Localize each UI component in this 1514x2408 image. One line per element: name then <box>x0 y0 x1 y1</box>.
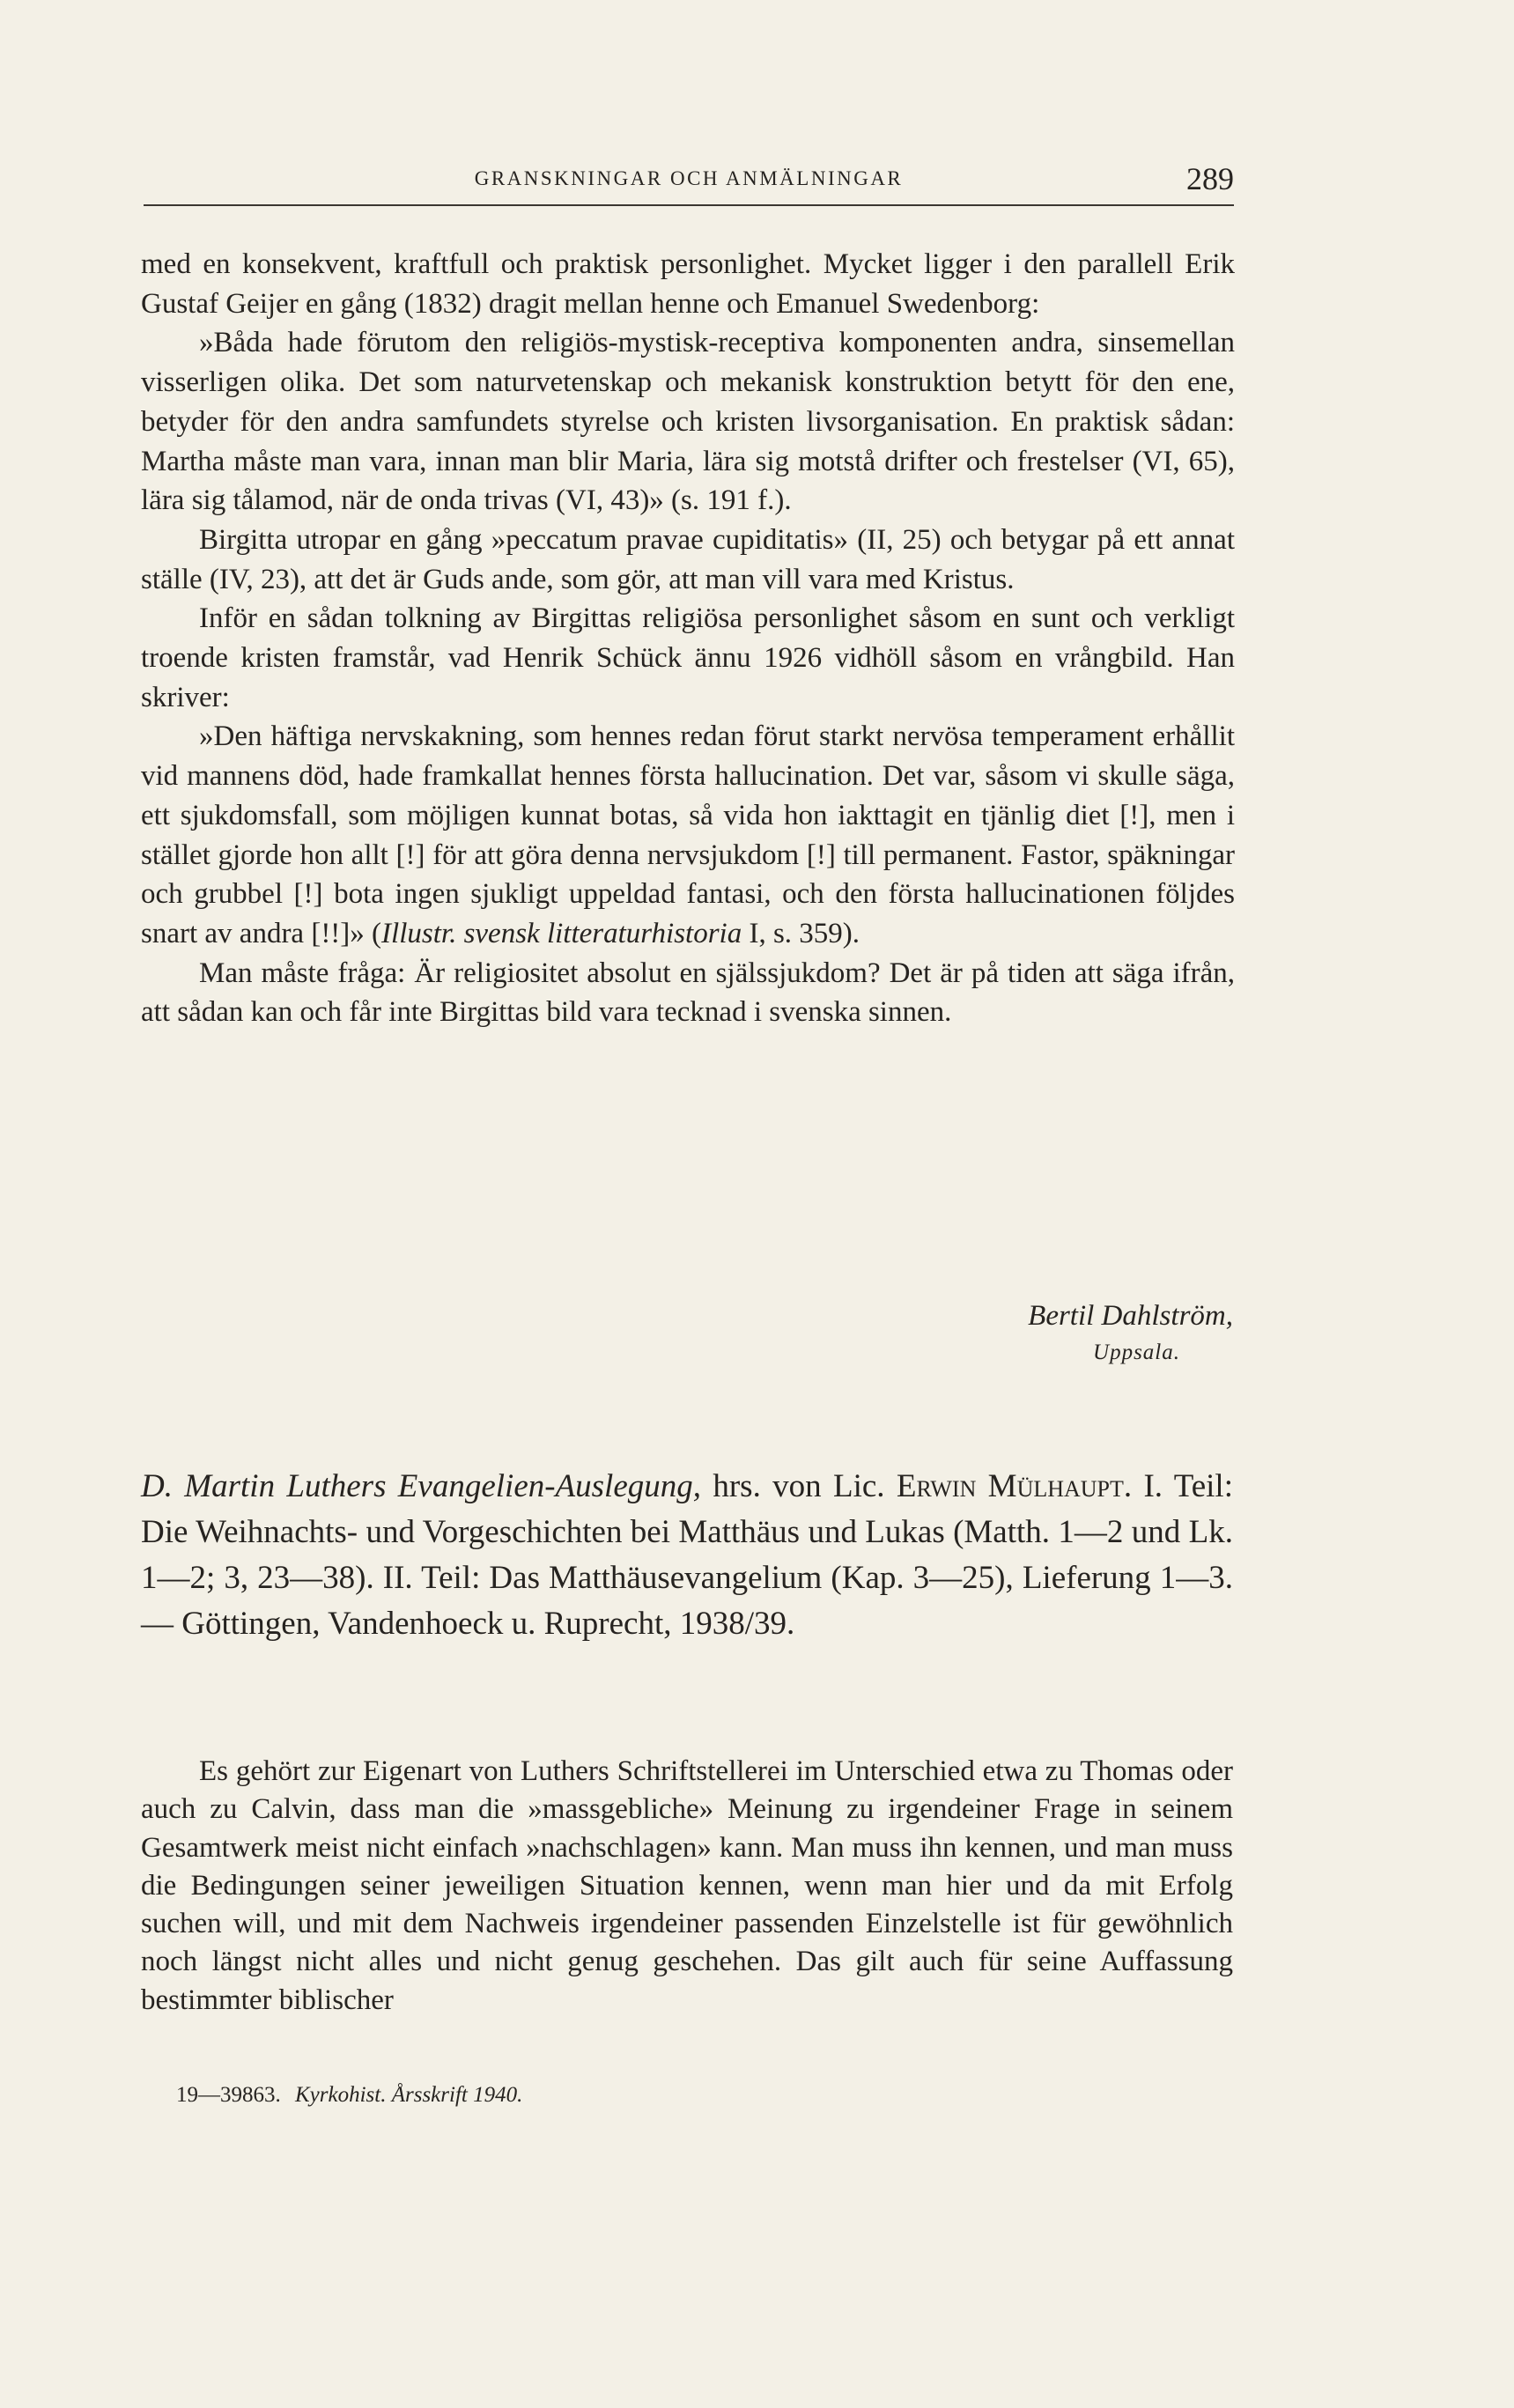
quotation-schuck: »Den häftiga nervskakning, som hennes redan förut starkt nervösa temperament erhållit vid mannens död, hade framkallat hennes första hallucination. Det var, såsom vi skulle säga, ett sjukdomsfall, som möjligen kunnat botas, så vida hon iakttagit en tjänlig diet [!], men i stället gjorde hon allt [!] för att göra denna nervsjukdom [!] till permanent. Fastor, späkningar och grubbel [!] bota ingen sjukligt uppeldad fantasi, och den första hallucinationen följdes snart av andra [!!]» (Illustr. svensk litteraturhistoria I, s. 359). <box>141 720 1235 949</box>
editor-name: Erwin Mülhaupt. <box>896 1468 1133 1504</box>
paragraph: med en konsekvent, kraftfull och praktisk personlighet. Mycket ligger i den parallell Erik Gustaf Geijer en gång (1832) dragit mellan henne och Emanuel Swedenborg: <box>141 248 1235 320</box>
book-details: I. Teil: Die Weihnachts- und Vorgeschichten bei Matthäus und Lukas (Matth. 1—2 und Lk. 1—2; 3, 23—38). II. Teil: Das Matthäusevangelium (Kap. 3—25), Lieferung 1—3. — Göttingen, Vandenhoeck u. Ruprecht, 1938/39. <box>141 1468 1233 1642</box>
paragraph: Es gehört zur Eigenart von Luthers Schriftstellerei im Unterschied etwa zu Thomas oder auch zu Calvin, dass man die »massgebliche» Meinung zu irgendeiner Frage in seinem Gesamtwerk meist nicht einfach »nachschlagen» kann. Man muss ihn kennen, und man muss die Bedingungen seiner jeweiligen Situation kennen, wenn man hier und da mit Erfolg suchen will, und mit dem Nachweis irgendeiner passenden Einzelstelle ist für gewöhnlich noch längst nicht alles und nicht genug geschehen. Das gilt auch für seine Auffassung bestimmter biblischer <box>141 1755 1233 2016</box>
citation-reference: I, s. 359). <box>749 917 860 949</box>
quotation-geijer: »Båda hade förutom den religiös-mystisk-receptiva komponenten andra, sinsemellan visserligen olika. Det som naturvetenskap och mekanisk konstruktion betytt för den ene, betyder för den andra samfundets styrelse och kristen livsorganisation. En praktisk sådan: Martha måste man vara, innan man blir Maria, lära sig motstå drifter och frestelser (VI, 65), lära sig tålamod, när de onda trivas (VI, 43)» (s. 191 f.). <box>141 327 1235 517</box>
running-header <box>144 160 1234 206</box>
page-footer <box>176 2082 522 2109</box>
running-title: GRANSKNINGAR OCH ANMÄLNINGAR <box>474 167 904 189</box>
paragraph: Man måste fråga: Är religiositet absolut en själssjukdom? Det är på tiden att säga ifrån, att sådan kan och får inte Birgittas bild vara tecknad i svenska sinnen. <box>141 957 1235 1029</box>
page-number: 289 <box>1186 161 1234 196</box>
reviewer-signature <box>881 1296 1233 1370</box>
quotation-text: »Den häftiga nervskakning, som hennes redan förut starkt nervösa temperament erhållit vid mannens död, hade framkallat hennes första hallucination. Det var, såsom vi skulle säga, ett sjukdomsfall, som möjligen kunnat botas, så vida hon iakttagit en tjänlig diet [!], men i stället gjorde hon allt [!] för att göra denna nervsjukdom [!] till permanent. Fastor, späkningar och grubbel [!] bota ingen sjukligt uppeldad fantasi, och den första hallucinationen följdes snart av andra [!!]» <box>141 720 1235 949</box>
reviewer-name: Bertil Dahlström, <box>1028 1300 1233 1332</box>
citation-title: Illustr. svensk litteraturhistoria <box>381 917 742 949</box>
editor-prefix: hrs. von Lic. <box>713 1468 885 1504</box>
review-text-swedish <box>141 245 1235 1032</box>
paragraph: Birgitta utropar en gång »peccatum pravae cupiditatis» (II, 25) och betygar på ett annat ställe (IV, 23), att det är Guds ande, som gör, att man vill vara med Kristus. <box>141 523 1235 595</box>
signature-mark: 19—39863. <box>176 2083 281 2107</box>
review-text-german <box>141 1753 1233 2020</box>
review-heading <box>141 1464 1233 1647</box>
book-title: D. Martin Luthers Evangelien-Auslegung, <box>141 1468 702 1504</box>
reviewer-place: Uppsala. <box>1093 1341 1180 1364</box>
paragraph: Inför en sådan tolkning av Birgittas religiösa personlighet såsom en sunt och verkligt troende kristen framstår, vad Henrik Schück ännu 1926 vidhöll såsom en vrångbild. Han skriver: <box>141 602 1235 713</box>
journal-name: Kyrkohist. Årsskrift 1940. <box>295 2083 523 2107</box>
